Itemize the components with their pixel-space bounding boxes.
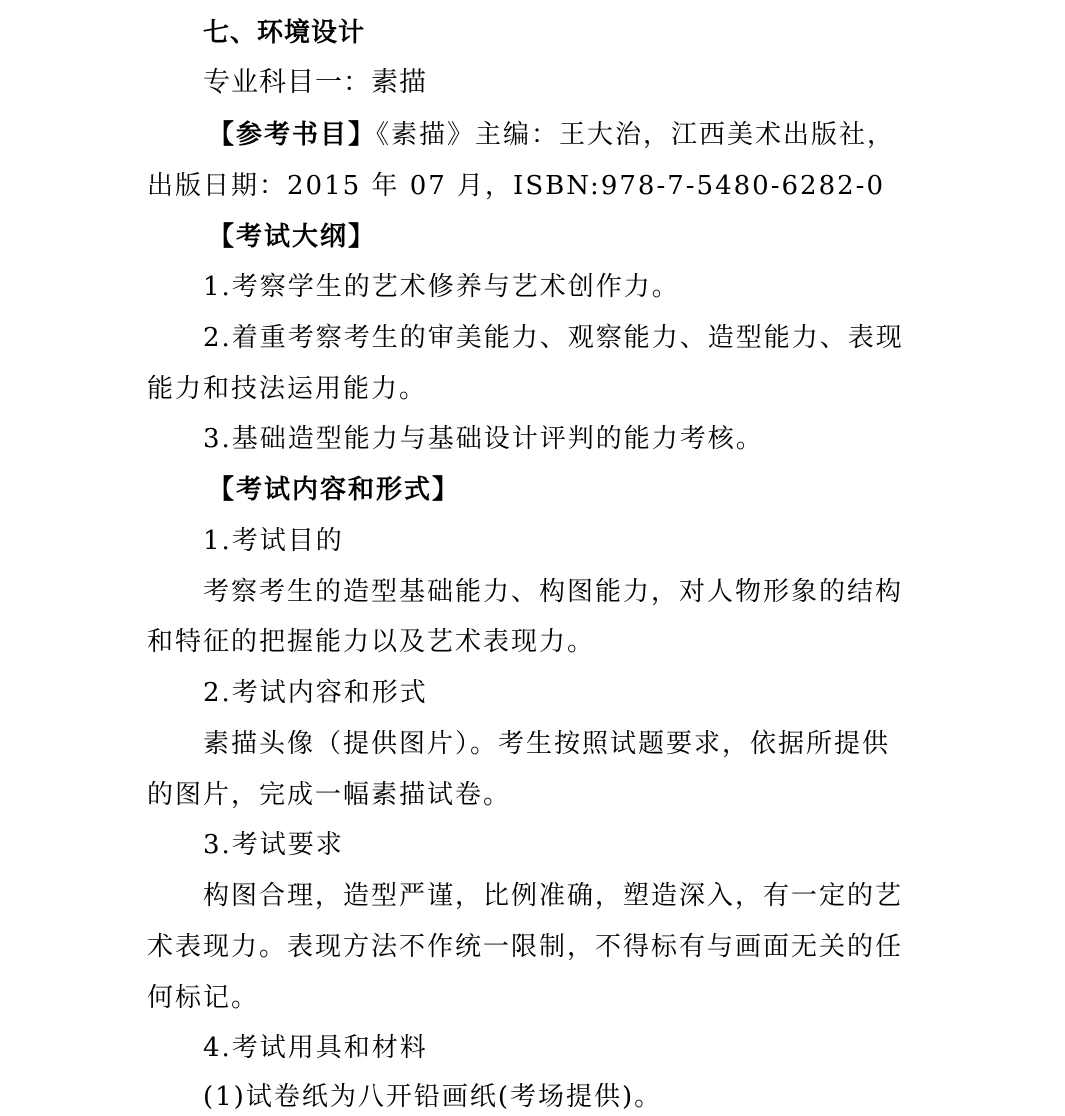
purpose-line-2: 和特征的把握能力以及艺术表现力。 [147,627,596,657]
form-line-1: 素描头像（提供图片）。考生按照试题要求，依据所提供 [203,729,891,759]
outline-item-3: 3.基础造型能力与基础设计评判的能力考核。 [203,424,764,454]
outline-item-2-line-2: 能力和技法运用能力。 [147,374,428,404]
reference-line-1 [208,118,895,152]
tools-title: 4.考试用具和材料 [203,1033,428,1063]
requirements-line-3: 何标记。 [147,983,260,1013]
purpose-line-1: 考察考生的造型基础能力、构图能力，对人物形象的结构 [203,577,904,607]
reference-line-2: 出版日期：2015 年 07 月，ISBN:978-7-5480-6282-0 [147,171,886,201]
section-title: 七、环境设计 [203,18,366,48]
requirements-title: 3.考试要求 [203,830,344,860]
requirements-line-1: 构图合理，造型严谨，比例准确，塑造深入，有一定的艺 [203,881,904,911]
form-line-2: 的图片，完成一幅素描试卷。 [147,780,512,810]
content-label: 【考试内容和形式】 [208,475,461,505]
outline-item-2-line-1: 2.着重考察考生的审美能力、观察能力、造型能力、表现 [203,323,904,353]
purpose-title: 1.考试目的 [203,526,344,556]
requirements-line-2: 术表现力。表现方法不作统一限制，不得标有与画面无关的任 [147,932,904,962]
outline-label: 【考试大纲】 [208,222,377,252]
reference-label: 【参考书目】 [208,120,377,150]
subject-title: 专业科目一：素描 [203,67,427,98]
outline-item-1: 1.考察学生的艺术修养与艺术创作力。 [203,272,680,302]
tools-item-1: (1)试卷纸为八开铅画纸(考场提供)。 [203,1082,663,1112]
form-title: 2.考试内容和形式 [203,678,428,708]
reference-book-info: 《素描》主编：王大治，江西美术出版社， [376,120,896,150]
